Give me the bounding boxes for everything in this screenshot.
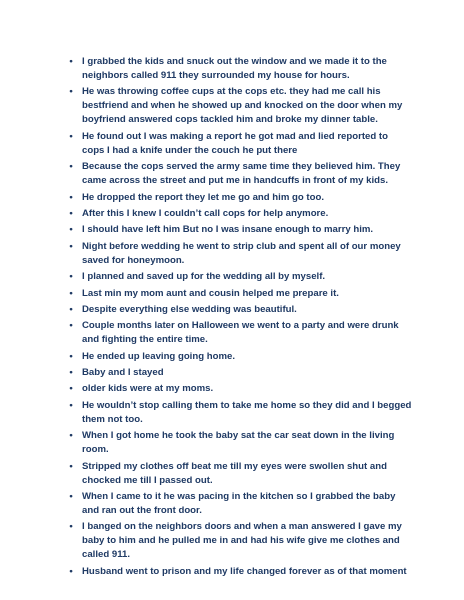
list-item [66, 240, 412, 268]
list-item [66, 55, 412, 83]
list-item-text: older kids were at my moms. [82, 383, 214, 395]
list-item [66, 490, 412, 518]
bullet-icon: • [69, 350, 73, 362]
list-item [66, 366, 412, 380]
bullet-icon: • [69, 491, 73, 503]
bullet-icon: • [69, 303, 73, 315]
list-item-text: Husband went to prison and my life changed forever as of that moment [82, 565, 407, 577]
bullet-icon: • [69, 56, 73, 67]
bullet-icon: • [69, 430, 73, 442]
list-item-text: I should have left him But no I was insane enough to marry him. [82, 224, 374, 236]
list-item-text: Night before wedding he went to strip club and spent all of our money saved for honeymoon. [82, 240, 401, 266]
list-item [66, 191, 412, 205]
list-item [66, 319, 412, 347]
list-item [66, 270, 412, 284]
bullet-icon: • [69, 86, 73, 98]
bullet-icon: • [69, 191, 73, 203]
list-item-text: Stripped my clothes off beat me till my eyes were swollen shut and chocked me till I passed out. [82, 460, 387, 486]
list-item-text: I banged on the neighbors doors and when a man answered I gave my baby to him and he pulled me in and had his wife give me clothes and called 911. [82, 521, 402, 561]
bullet-icon: • [69, 383, 73, 395]
list-item-text: He ended up leaving going home. [82, 350, 235, 362]
list-item-text: He was throwing coffee cups at the cops etc. they had me call his bestfriend and when he showed up and knocked on the door when my boyfriend answered cops tackled him and broke my dinner table. [82, 86, 403, 126]
list-item-text: When I got home he took the baby sat the car seat down in the living room. [82, 430, 395, 456]
list-item [66, 520, 412, 562]
bullet-icon: • [69, 271, 73, 283]
list-item-text: When I came to it he was pacing in the kitchen so I grabbed the baby and ran out the front door. [82, 491, 396, 517]
list-item-text: He found out I was making a report he got mad and lied reported to cops I had a knife under the couch he put there [82, 130, 388, 156]
list-item [66, 303, 412, 317]
bullet-icon: • [69, 161, 73, 173]
list-item [66, 207, 412, 221]
list-item-text: Because the cops served the army same time they believed him. They came across the street and put me in handcuffs in front of my kids. [82, 161, 401, 187]
list-item-text: Baby and I stayed [82, 367, 164, 379]
bullet-icon: • [69, 521, 73, 533]
bullet-icon: • [69, 565, 73, 577]
list-item [66, 223, 412, 237]
list-item [66, 399, 412, 427]
list-item-text: He wouldn’t stop calling them to take me home so they did and I begged them not too. [82, 399, 412, 425]
list-item-text: After this I knew I couldn’t call cops for help anymore. [82, 207, 329, 219]
list-item [66, 350, 412, 364]
list-item-text: Couple months later on Halloween we went to a party and were drunk and fighting the entire time. [82, 320, 399, 346]
bullet-icon: • [69, 240, 73, 252]
list-item [66, 565, 412, 579]
list-item [66, 382, 412, 396]
list-item [66, 429, 412, 457]
list-item-text: He dropped the report they let me go and him go too. [82, 191, 324, 203]
bullet-icon: • [69, 130, 73, 142]
list-item [66, 160, 412, 188]
list-item [66, 460, 412, 488]
list-item-text: Last min my mom aunt and cousin helped me prepare it. [82, 287, 339, 299]
bullet-icon: • [69, 460, 73, 472]
list-item [66, 130, 412, 158]
list-item-text: I planned and saved up for the wedding all by myself. [82, 271, 326, 283]
list-item [66, 287, 412, 301]
bullet-icon: • [69, 367, 73, 379]
list-item [66, 85, 412, 127]
bullet-icon: • [69, 399, 73, 411]
bullet-icon: • [69, 287, 73, 299]
bullet-icon: • [69, 207, 73, 219]
bullet-icon: • [69, 320, 73, 332]
list-item-text: Despite everything else wedding was beautiful. [82, 303, 297, 315]
list-item-text: I grabbed the kids and snuck out the window and we made it to the neighbors called 911 they surrounded my house for hours. [82, 56, 387, 81]
bullet-icon: • [69, 224, 73, 236]
bullet-list [66, 55, 412, 581]
